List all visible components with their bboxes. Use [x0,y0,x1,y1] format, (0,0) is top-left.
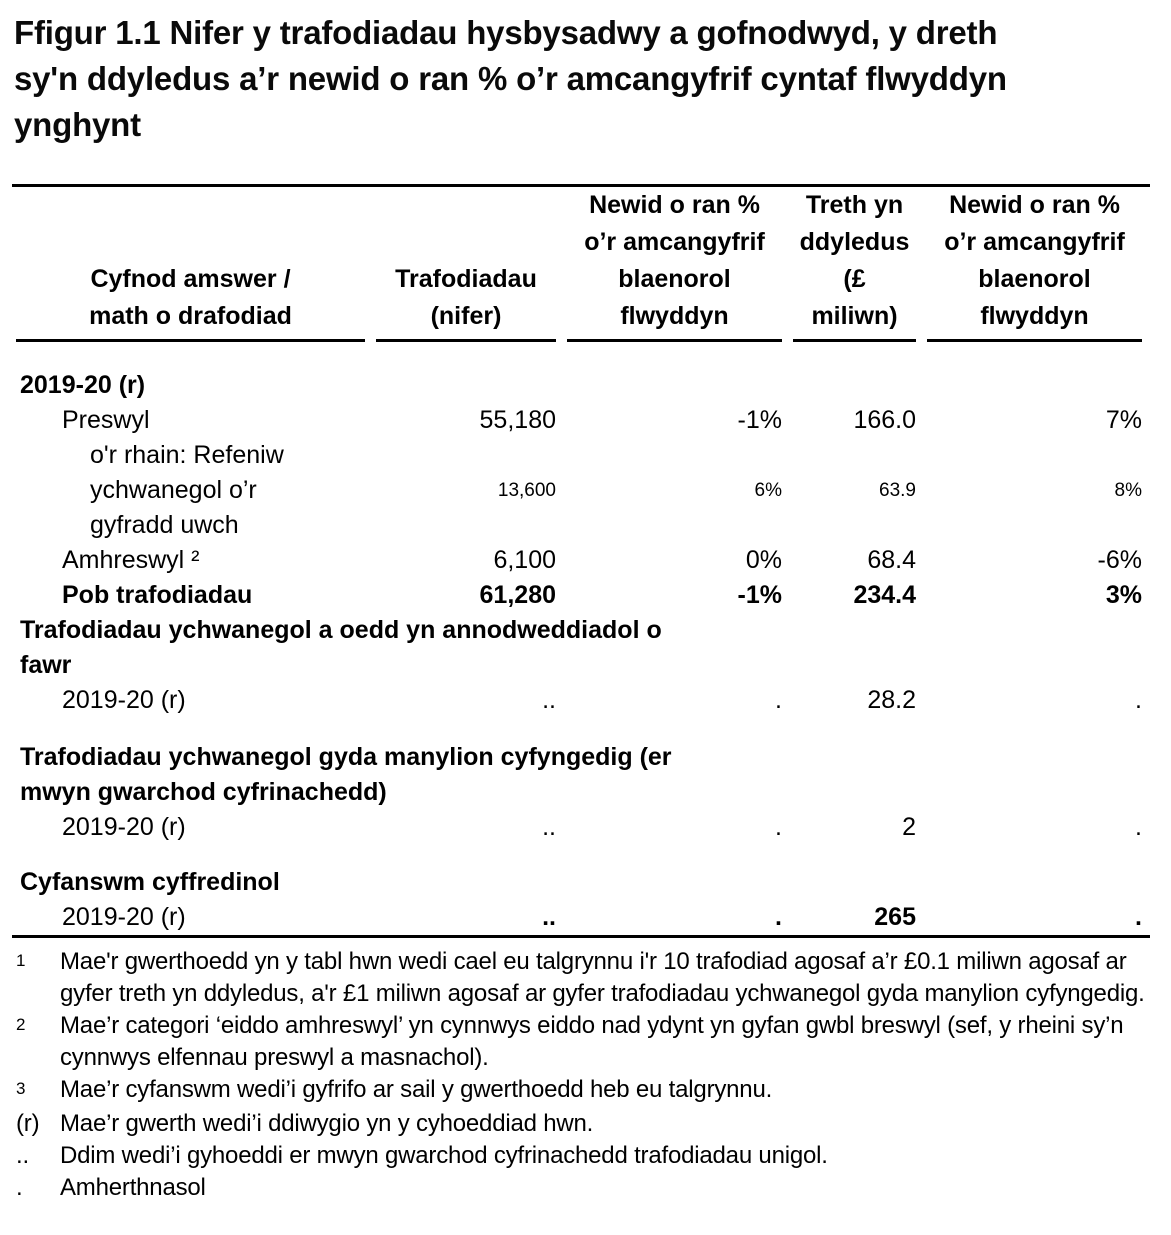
cell-newid-1: . [775,686,782,714]
table-row-refeniw-ychwanegol [16,438,1171,543]
table-row-cyfanswm-2019-20 [16,900,1171,935]
figure-title-line: ynghynt [14,106,141,143]
footnote-marker: .. [16,1142,29,1169]
row-spacer [16,718,1171,740]
footnotes [14,946,1164,1204]
footnote-marker: 3 [16,1079,26,1098]
cell-trafodiadau: 6,100 [493,546,556,574]
cell-treth: 28.2 [867,686,916,714]
cell-trafodiadau: .. [542,686,556,714]
cell-newid-1: . [775,903,782,931]
table-body [16,368,1171,935]
cell-newid-1: 0% [745,546,782,574]
section-row-annodweddiadol: Trafodiadau ychwanegol a oedd yn annodweddiadol o fawr [20,616,662,679]
row-label: 2019-20 (r) [62,686,186,714]
cell-treth: 2 [902,813,916,841]
table-row-amhreswyl [16,543,1171,578]
header-trafodiadau-nifer: Trafodiadau (nifer) [376,187,556,342]
table-bottom-rule [12,935,1150,938]
row-spacer [16,845,1171,865]
table-row-annod-2019-20 [16,683,1171,718]
row-label: 2019-20 (r) [62,813,186,841]
section-row-cyfyngedig: Trafodiadau ychwanegol gyda manylion cyfyngedig (er mwyn gwarchod cyfrinachedd) [20,743,672,806]
cell-trafodiadau: 61,280 [479,581,556,609]
header-newid-1: Newid o ran % o’r amcangyfrif blaenorol flwyddyn [567,187,782,342]
footnote-3 [14,1074,1164,1108]
table-row-preswyl [16,403,1171,438]
footnote-text: Ddim wedi’i gyhoeddi er mwyn gwarchod cyfrinachedd trafodiadau unigol. [60,1142,828,1169]
cell-newid-2: -6% [1097,546,1142,574]
cell-newid-2: 3% [1105,581,1142,609]
cell-treth: 68.4 [867,546,916,574]
section-row-cyfanswm: Cyfanswm cyffredinol [20,868,280,896]
cell-treth: 63.9 [879,480,916,501]
footnote-1 [14,946,1164,1010]
row-label: 2019-20 (r) [62,903,186,931]
footnote-r [14,1108,1164,1140]
cell-newid-2: 7% [1105,406,1142,434]
table-row-cyfyngedig-2019-20 [16,810,1171,845]
cell-trafodiadau: .. [542,903,556,931]
header-newid-2: Newid o ran % o’r amcangyfrif blaenorol flwyddyn [927,187,1142,342]
row-label: Pob trafodiadau [62,581,253,609]
row-label: Preswyl [62,406,150,434]
cell-newid-2: . [1135,686,1142,714]
figure-title-line: sy'n ddyledus a’r newid o ran % o’r amcangyfrif cyntaf flwyddyn [14,60,1007,97]
figure-title-line: Ffigur 1.1 Nifer y trafodiadau hysbysadwy a gofnodwyd, y dreth [14,14,998,51]
footnote-marker: 2 [16,1015,26,1034]
cell-newid-2: . [1135,903,1142,931]
footnote-text: Mae'r gwerthoedd yn y tabl hwn wedi cael eu talgrynnu i'r 10 trafodiad agosaf a’r £0.1 miliwn agosaf ar gyfer treth yn ddyledus, a'r £1 miliwn agosaf ar gyfer trafodiadau ychwanegol gyda manylion cyfyngedig. [60,948,1145,1007]
cell-newid-1: 6% [754,480,782,501]
figure-title [0,0,1171,148]
table-header-row [16,187,1171,342]
cell-trafodiadau: 55,180 [479,406,556,434]
cell-newid-1: -1% [737,406,782,434]
table-row-pob-trafodiadau [16,578,1171,613]
header-treth-yn-ddyledus: Treth yn ddyledus (£ miliwn) [793,187,916,342]
cell-newid-2: 8% [1114,480,1142,501]
cell-newid-1: . [775,813,782,841]
footnote-marker: . [16,1174,23,1201]
cell-treth: 166.0 [853,406,916,434]
footnote-marker: 1 [16,951,26,970]
row-label: o'r rhain: Refeniw ychwanegol o’r gyfradd uwch [90,441,284,539]
footnote-text: Mae’r gwerth wedi’i ddiwygio yn y cyhoeddiad hwn. [60,1110,594,1137]
footnote-text: Amherthnasol [60,1174,206,1201]
row-label: Amhreswyl ² [62,546,200,574]
header-cyfnod-amswer: Cyfnod amswer / math o drafodiad [16,187,365,342]
cell-newid-1: -1% [737,581,782,609]
footnote-marker: (r) [16,1110,40,1137]
footnote-2 [14,1010,1164,1074]
cell-trafodiadau: .. [542,813,556,841]
footnote-text: Mae’r categori ‘eiddo amhreswyl’ yn cynnwys eiddo nad ydynt yn gyfan gwbl breswyl (sef, y rheini sy’n cynnwys elfennau preswyl a masnachol). [60,1012,1124,1071]
footnote-text: Mae’r cyfanswm wedi’i gyfrifo ar sail y gwerthoedd heb eu talgrynnu. [60,1076,773,1103]
cell-trafodiadau: 13,600 [497,480,556,501]
data-table [16,184,1171,938]
footnote-dots [14,1140,1164,1172]
cell-newid-2: . [1135,813,1142,841]
cell-treth: 234.4 [853,581,916,609]
footnote-dot [14,1172,1164,1204]
section-row-2019-20: 2019-20 (r) [20,371,146,399]
cell-treth: 265 [874,903,916,931]
